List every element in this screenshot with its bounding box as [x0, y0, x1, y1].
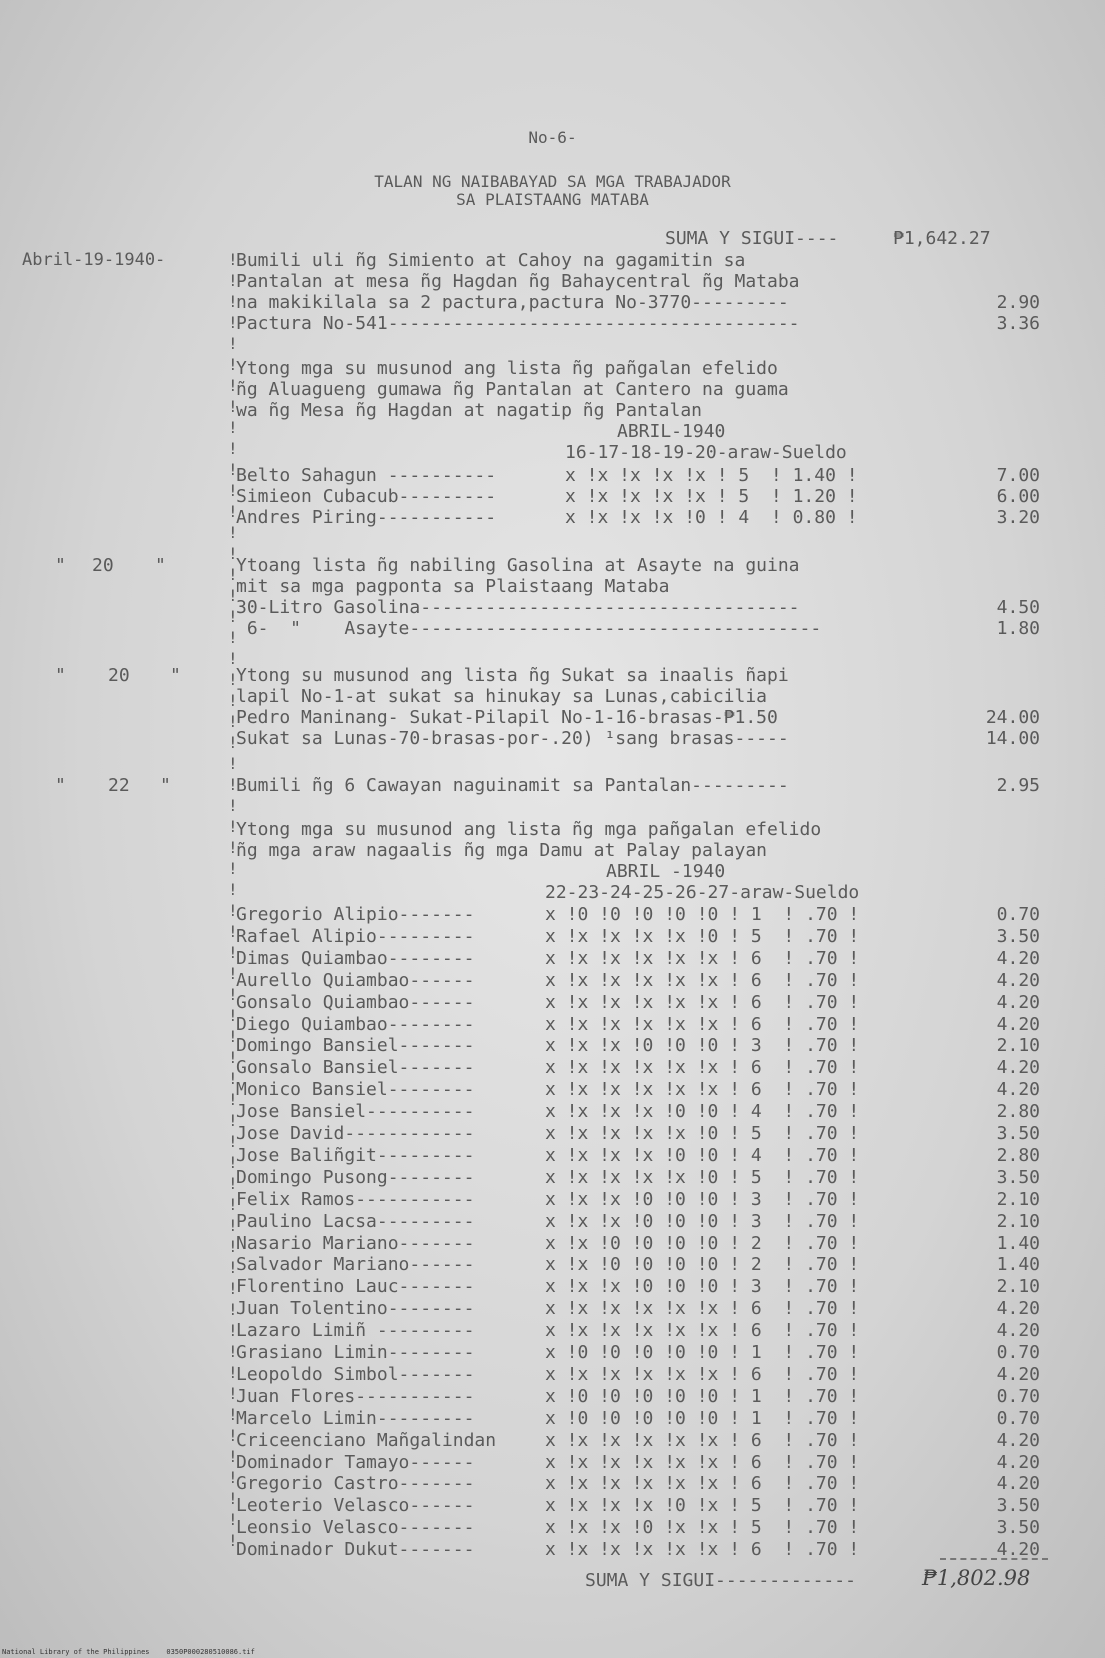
margin-bar: !: [228, 1510, 238, 1529]
worker-amount: 4.20: [996, 1539, 1040, 1560]
worker-days: x !x !x !x !x !x ! 6 ! .70 !: [545, 1298, 860, 1319]
ditto-mark-right: ": [170, 665, 181, 686]
worker-name: Jose David------------: [236, 1123, 475, 1144]
margin-bar: !: [228, 1258, 238, 1277]
worker-name: Nasario Mariano-------: [236, 1233, 475, 1254]
worker-name: Domingo Bansiel-------: [236, 1035, 475, 1056]
entry-line: ñg Aluagueng gumawa ñg Pantalan at Cantero na guama: [236, 379, 789, 400]
worker-name: Marcelo Limin---------: [236, 1408, 475, 1429]
worker-days: x !x !x !x !x !0 ! 5 ! .70 !: [545, 1123, 860, 1144]
margin-bar: !: [228, 943, 238, 962]
margin-bar: !: [228, 859, 238, 878]
entry-line: 22-23-24-25-26-27-araw-Sueldo: [545, 882, 860, 903]
entry-amount: 2.95: [996, 775, 1040, 796]
margin-bar: !: [228, 1342, 238, 1361]
entry-line: Bumili ñg 6 Cawayan naguinamit sa Pantalan---------: [236, 775, 789, 796]
entry-line: ñg mga araw nagaalis ñg mga Damu at Palay palayan: [236, 840, 768, 861]
ditto-mark-left: ": [55, 555, 66, 576]
worker-name: Domingo Pusong--------: [236, 1167, 475, 1188]
margin-bar: !: [228, 1531, 238, 1550]
margin-bar: !: [228, 397, 238, 416]
margin-bar: !: [228, 1216, 238, 1235]
margin-bar: !: [228, 1447, 238, 1466]
worker-amount: 0.70: [996, 904, 1040, 925]
worker-name: Aurello Quiambao------: [236, 970, 475, 991]
margin-bar: !: [228, 544, 238, 563]
worker-days: x !x !x !x !x !x ! 6 ! .70 !: [545, 948, 860, 969]
worker-days: x !x !x !0 !0 !0 ! 3 ! .70 !: [545, 1276, 860, 1297]
worker-name: Grasiano Limin--------: [236, 1342, 475, 1363]
margin-bar: !: [228, 880, 238, 899]
margin-bar: !: [228, 292, 238, 311]
margin-bar: !: [228, 712, 238, 731]
worker-days: x !0 !0 !0 !0 !0 ! 1 ! .70 !: [545, 1386, 860, 1407]
margin-bar: !: [228, 376, 238, 395]
margin-bar: !: [228, 817, 238, 836]
worker-days: x !x !x !x !x !x ! 6 ! .70 !: [545, 1364, 860, 1385]
worker-amount: 4.20: [996, 992, 1040, 1013]
worker-name: Juan Tolentino--------: [236, 1298, 475, 1319]
margin-bar: !: [228, 1279, 238, 1298]
title-line-1: TALAN NG NAIBABAYAD SA MGA TRABAJADOR: [374, 172, 731, 191]
worker-name: Paulino Lacsa---------: [236, 1211, 475, 1232]
worker-days: x !x !x !x !x !x ! 6 ! .70 !: [545, 1452, 860, 1473]
page-number: No-6-: [528, 128, 577, 147]
margin-bar: !: [228, 691, 238, 710]
margin-bar: !: [228, 586, 238, 605]
margin-bar: !: [228, 1153, 238, 1172]
worker-name: Rafael Alipio---------: [236, 926, 475, 947]
worker-days: x !x !x !x !x !x ! 6 ! .70 !: [545, 992, 860, 1013]
worker-days: x !x !x !x !0 !0 ! 4 ! .70 !: [545, 1145, 860, 1166]
worker-name: Juan Flores-----------: [236, 1386, 475, 1407]
worker-days: x !0 !0 !0 !0 !0 ! 1 ! .70 !: [545, 1342, 860, 1363]
carry-forward-amount: ₱1,642.27: [893, 228, 991, 249]
worker-days: x !x !x !x !x !0 ! 5 ! .70 !: [545, 926, 860, 947]
margin-bar: !: [228, 1321, 238, 1340]
worker-name: Dominador Dukut-------: [236, 1539, 475, 1560]
margin-bar: !: [228, 481, 238, 500]
worker-days: x !x !x !x !0 !0 ! 4 ! .70 !: [545, 1101, 860, 1122]
worker-amount: 4.20: [996, 970, 1040, 991]
entry-date-ditto: 22: [108, 775, 130, 796]
margin-bar: !: [228, 1237, 238, 1256]
worker-amount: 3.50: [996, 1495, 1040, 1516]
worker-name: Dimas Quiambao--------: [236, 948, 475, 969]
margin-bar: !: [228, 460, 238, 479]
total-rule: [940, 1558, 1048, 1560]
worker-name: Monico Bansiel--------: [236, 1079, 475, 1100]
entry-line: lapil No-1-at sukat sa hinukay sa Lunas,cabicilia: [236, 686, 768, 707]
margin-bar: !: [228, 334, 238, 353]
entry-line: Ytong mga su musunod ang lista ñg mga pañgalan efelido: [236, 819, 822, 840]
title-line-2: SA PLAISTAANG MATABA: [456, 190, 649, 209]
worker-amount: 4.20: [996, 1014, 1040, 1035]
entry-amount: 4.50: [996, 597, 1040, 618]
margin-bar: !: [228, 1006, 238, 1025]
margin-bar: !: [228, 628, 238, 647]
worker-name: Gonsalo Quiambao------: [236, 992, 475, 1013]
margin-bar: !: [228, 733, 238, 752]
worker-amount: 4.20: [996, 1320, 1040, 1341]
entry-line: Pedro Maninang- Sukat-Pilapil No-1-16-brasas-₱1.50: [236, 707, 778, 728]
entry-amount: 3.36: [996, 313, 1040, 334]
worker-days: x !x !0 !0 !0 !0 ! 2 ! .70 !: [545, 1254, 860, 1275]
worker-amount: 3.50: [996, 1517, 1040, 1538]
entry-line: Bumili uli ñg Simiento at Cahoy na gagamitin sa: [236, 250, 746, 271]
margin-bar: !: [228, 754, 238, 773]
margin-bar: !: [228, 775, 238, 794]
margin-bar: !: [228, 1069, 238, 1088]
worker-name: Simieon Cubacub---------: [236, 486, 497, 507]
worker-amount: 2.10: [996, 1211, 1040, 1232]
entry-line: 6- " Asayte--------------------------------------: [236, 618, 822, 639]
worker-amount: 2.80: [996, 1101, 1040, 1122]
worker-days: x !x !x !0 !0 !0 ! 3 ! .70 !: [545, 1211, 860, 1232]
margin-bar: !: [228, 964, 238, 983]
entry-line: wa ñg Mesa ñg Hagdan at nagatip ñg Pantalan: [236, 400, 702, 421]
entry-line: na makikilala sa 2 pactura,pactura No-3770---------: [236, 292, 789, 313]
margin-bar: !: [228, 1426, 238, 1445]
entry-date-ditto: 20: [92, 555, 114, 576]
ditto-mark-right: ": [160, 775, 171, 796]
worker-days: x !x !x !x !x ! 5 ! 1.20 !: [565, 486, 858, 507]
entry-amount: 14.00: [985, 728, 1040, 749]
worker-amount: 3.50: [996, 1167, 1040, 1188]
worker-amount: 4.20: [996, 1364, 1040, 1385]
margin-bar: !: [228, 565, 238, 584]
entry-line: Pactura No-541--------------------------------------: [236, 313, 800, 334]
worker-days: x !x !x !x !x ! 5 ! 1.40 !: [565, 465, 858, 486]
margin-bar: !: [228, 1132, 238, 1151]
margin-bar: !: [228, 502, 238, 521]
entry-line: Pantalan at mesa ñg Hagdan ñg Bahaycentral ñg Mataba: [236, 271, 800, 292]
entry-line: ABRIL-1940: [617, 421, 726, 442]
entry-line: 30-Litro Gasolina-----------------------------------: [236, 597, 800, 618]
closing-label: SUMA Y SIGUI-------------: [585, 1570, 856, 1591]
worker-name: Jose Bansiel----------: [236, 1101, 475, 1122]
worker-amount: 2.10: [996, 1189, 1040, 1210]
worker-days: x !0 !0 !0 !0 !0 ! 1 ! .70 !: [545, 904, 860, 925]
worker-name: Criceenciano Mañgalindan: [236, 1430, 497, 1451]
margin-bar: !: [228, 838, 238, 857]
margin-bar: !: [228, 1090, 238, 1109]
worker-amount: 1.40: [996, 1254, 1040, 1275]
worker-days: x !x !x !x !0 !x ! 5 ! .70 !: [545, 1495, 860, 1516]
ditto-mark-right: ": [155, 555, 166, 576]
worker-days: x !x !x !0 !0 !0 ! 3 ! .70 !: [545, 1035, 860, 1056]
worker-days: x !x !x !0 !0 !0 ! 3 ! .70 !: [545, 1189, 860, 1210]
worker-amount: 4.20: [996, 1430, 1040, 1451]
margin-bar: !: [228, 313, 238, 332]
worker-amount: 1.40: [996, 1233, 1040, 1254]
worker-amount: 7.00: [996, 465, 1040, 486]
worker-name: Andres Piring-----------: [236, 507, 497, 528]
margin-bar: !: [228, 1405, 238, 1424]
margin-bar: !: [228, 670, 238, 689]
margin-bar: !: [228, 1027, 238, 1046]
worker-name: Jose Baliñgit---------: [236, 1145, 475, 1166]
margin-bar: !: [228, 523, 238, 542]
worker-amount: 3.50: [996, 1123, 1040, 1144]
margin-bar: !: [228, 1300, 238, 1319]
worker-amount: 0.70: [996, 1408, 1040, 1429]
entry-line: Ytoang lista ñg nabiling Gasolina at Asayte na guina: [236, 555, 800, 576]
entry-line: mit sa mga pagponta sa Plaistaang Mataba: [236, 576, 670, 597]
closing-amount-handwritten: ₱1,802.98: [922, 1566, 1031, 1590]
worker-name: Diego Quiambao--------: [236, 1014, 475, 1035]
worker-days: x !x !x !x !x !x ! 6 ! .70 !: [545, 970, 860, 991]
worker-days: x !x !x !x !x !x ! 6 ! .70 !: [545, 1473, 860, 1494]
worker-days: x !x !x !x !x !x ! 6 ! .70 !: [545, 1539, 860, 1560]
worker-amount: 4.20: [996, 1057, 1040, 1078]
margin-bar: !: [228, 439, 238, 458]
worker-amount: 4.20: [996, 948, 1040, 969]
margin-bar: !: [228, 1111, 238, 1130]
worker-name: Salvador Mariano------: [236, 1254, 475, 1275]
worker-amount: 4.20: [996, 1473, 1040, 1494]
worker-amount: 4.20: [996, 1452, 1040, 1473]
margin-bar: !: [228, 1489, 238, 1508]
margin-bar: !: [228, 1384, 238, 1403]
entry-amount: 1.80: [996, 618, 1040, 639]
worker-name: Leoterio Velasco------: [236, 1495, 475, 1516]
worker-name: Leonsio Velasco-------: [236, 1517, 475, 1538]
entry-amount: 2.90: [996, 292, 1040, 313]
worker-amount: 6.00: [996, 486, 1040, 507]
margin-bar: !: [228, 985, 238, 1004]
margin-bar: !: [228, 355, 238, 374]
worker-name: Leopoldo Simbol-------: [236, 1364, 475, 1385]
worker-days: x !x !x !x !x !x ! 6 ! .70 !: [545, 1079, 860, 1100]
worker-amount: 2.10: [996, 1276, 1040, 1297]
archive-footer: National Library of the Philippines 0350P000280510086.tif: [2, 1648, 255, 1656]
entry-date-ditto: 20: [108, 665, 130, 686]
worker-days: x !x !0 !0 !0 !0 ! 2 ! .70 !: [545, 1233, 860, 1254]
ditto-mark-left: ": [55, 775, 66, 796]
worker-days: x !x !x !x !x !x ! 6 ! .70 !: [545, 1430, 860, 1451]
entry-line: Ytong mga su musunod ang lista ñg pañgalan efelido: [236, 358, 778, 379]
margin-bar: !: [228, 1363, 238, 1382]
worker-amount: 3.20: [996, 507, 1040, 528]
worker-days: x !x !x !0 !x !x ! 5 ! .70 !: [545, 1517, 860, 1538]
entry-line: Sukat sa Lunas-70-brasas-por-.20) ¹sang brasas-----: [236, 728, 789, 749]
entry-date: Abril-19-1940-: [22, 250, 166, 270]
margin-bar: !: [228, 607, 238, 626]
worker-name: Belto Sahagun ----------: [236, 465, 497, 486]
margin-bar: !: [228, 1174, 238, 1193]
margin-bar: !: [228, 1048, 238, 1067]
worker-days: x !x !x !x !x !x ! 6 ! .70 !: [545, 1320, 860, 1341]
margin-bar: !: [228, 418, 238, 437]
worker-amount: 4.20: [996, 1298, 1040, 1319]
margin-bar: !: [228, 1468, 238, 1487]
worker-amount: 0.70: [996, 1342, 1040, 1363]
worker-name: Lazaro Limiñ ---------: [236, 1320, 475, 1341]
worker-name: Gregorio Castro-------: [236, 1473, 475, 1494]
margin-bar: !: [228, 649, 238, 668]
worker-name: Gonsalo Bansiel-------: [236, 1057, 475, 1078]
ditto-mark-left: ": [55, 665, 66, 686]
entry-amount: 24.00: [985, 707, 1040, 728]
margin-bar: !: [228, 901, 238, 920]
worker-name: Dominador Tamayo------: [236, 1452, 475, 1473]
worker-amount: 3.50: [996, 926, 1040, 947]
worker-amount: 2.10: [996, 1035, 1040, 1056]
entry-line: ABRIL -1940: [606, 861, 726, 882]
worker-name: Felix Ramos-----------: [236, 1189, 475, 1210]
entry-line: Ytong su musunod ang lista ñg Sukat sa inaalis ñapi: [236, 665, 789, 686]
worker-days: x !0 !0 !0 !0 !0 ! 1 ! .70 !: [545, 1408, 860, 1429]
worker-days: x !x !x !x !x !x ! 6 ! .70 !: [545, 1014, 860, 1035]
worker-days: x !x !x !x !x !x ! 6 ! .70 !: [545, 1057, 860, 1078]
margin-bar: !: [228, 922, 238, 941]
entry-line: 16-17-18-19-20-araw-Sueldo: [565, 442, 847, 463]
worker-name: Gregorio Alipio-------: [236, 904, 475, 925]
carry-forward-label: SUMA Y SIGUI----: [665, 228, 839, 249]
worker-days: x !x !x !x !x !0 ! 5 ! .70 !: [545, 1167, 860, 1188]
worker-name: Florentino Lauc-------: [236, 1276, 475, 1297]
margin-bar: !: [228, 250, 238, 269]
worker-amount: 4.20: [996, 1079, 1040, 1100]
worker-amount: 2.80: [996, 1145, 1040, 1166]
worker-days: x !x !x !x !0 ! 4 ! 0.80 !: [565, 507, 858, 528]
margin-bar: !: [228, 796, 238, 815]
worker-amount: 0.70: [996, 1386, 1040, 1407]
margin-bar: !: [228, 271, 238, 290]
margin-bar: !: [228, 1195, 238, 1214]
